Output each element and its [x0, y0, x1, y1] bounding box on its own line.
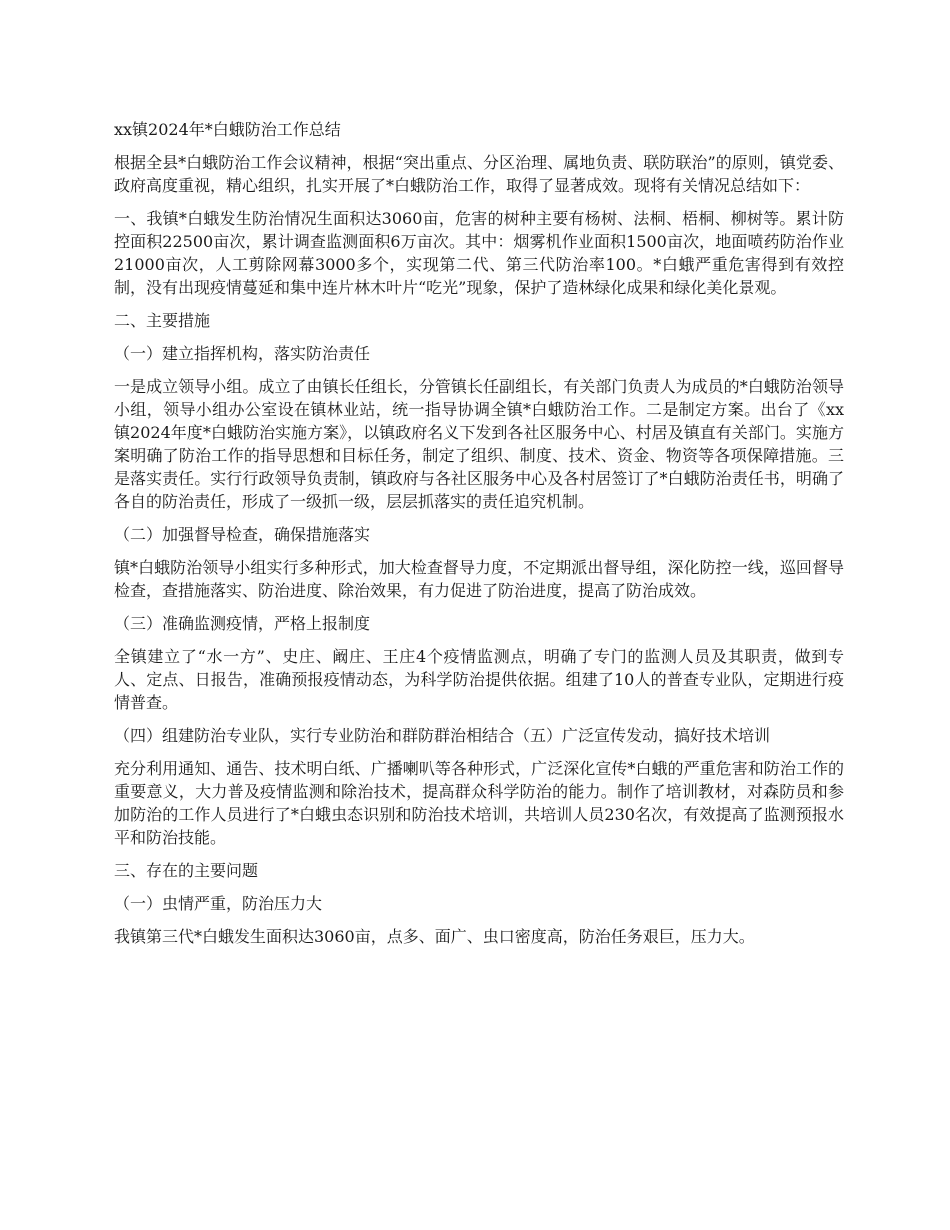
document-page — [114, 118, 844, 958]
problem-1-heading: （一）虫情严重，防治压力大 — [114, 894, 323, 913]
subsection-1-paragraph: 一是成立领导小组。成立了由镇长任组长，分管镇长任副组长，有关部门负责人为成员的*白蛾防治领导小组，领导小组办公室设在镇林业站，统一指导协调全镇*白蛾防治工作。二是制定方案。出台了《xx镇2024年度*白蛾防治实施方案》，以镇政府名义下发到各社区服务中心、村居及镇直有关部门。实施方案明确了防治工作的指导思想和目标任务，制定了组织、制度、技术、资金、物资等各项保障措施。三是落实责任。实行行政领导负责制，镇政府与各社区服务中心及各村居签订了*白蛾防治责任书，明确了各自的防治责任，形成了一级抓一级，层层抓落实的责任追究机制。 — [114, 377, 844, 511]
document-title: xx镇2024年*白蛾防治工作总结 — [114, 120, 341, 139]
problem-1-paragraph: 我镇第三代*白蛾发生面积达3060亩，点多、面广、虫口密度高，防治任务艰巨，压力大。 — [114, 927, 755, 946]
section-2-heading: 二、主要措施 — [114, 311, 211, 330]
subsection-3-heading: （三）准确监测疫情，严格上报制度 — [114, 614, 371, 633]
subsection-1-heading: （一）建立指挥机构，落实防治责任 — [114, 344, 371, 363]
subsection-5-paragraph: 充分利用通知、通告、技术明白纸、广播喇叭等各种形式，广泛深化宣传*白蛾的严重危害和防治工作的重要意义，大力普及疫情监测和除治技术，提高群众科学防治的能力。制作了培训教材，对森防员和参加防治的工作人员进行了*白蛾虫态识别和防治技术培训，共培训人员230名次，有效提高了监测预报水平和防治技能。 — [114, 759, 844, 847]
section-3-heading: 三、存在的主要问题 — [114, 861, 259, 880]
subsection-3-paragraph: 全镇建立了“水一方”、史庄、阚庄、王庄4个疫情监测点，明确了专门的监测人员及其职责，做到专人、定点、日报告，准确预报疫情动态，为科学防治提供依据。组建了10人的普查专业队，定期进行疫情普查。 — [114, 647, 844, 712]
subsection-2-heading: （二）加强督导检查，确保措施落实 — [114, 525, 371, 544]
subsection-2-paragraph: 镇*白蛾防治领导小组实行多种形式，加大检查督导力度，不定期派出督导组，深化防控一线，巡回督导检查，查措施落实、防治进度、除治效果，有力促进了防治进度，提高了防治成效。 — [114, 558, 844, 600]
intro-paragraph: 根据全县*白蛾防治工作会议精神，根据“突出重点、分区治理、属地负责、联防联治”的原则，镇党委、政府高度重视，精心组织，扎实开展了*白蛾防治工作，取得了显著成效。现将有关情况总结如下： — [114, 153, 844, 195]
subsection-4-5-heading: （四）组建防治专业队，实行专业防治和群防群治相结合（五）广泛宣传发动，搞好技术培训 — [114, 726, 771, 745]
section-1-paragraph: 一、我镇*白蛾发生防治情况生面积达3060亩，危害的树种主要有杨树、法桐、梧桐、柳树等。累计防控面积22500亩次，累计调查监测面积6万亩次。其中：烟雾机作业面积1500亩次，地面喷药防治作业21000亩次，人工剪除网幕3000多个，实现第二代、第三代防治率100。*白蛾严重危害得到有效控制，没有出现疫情蔓延和集中连片林木叶片“吃光”现象，保护了造林绿化成果和绿化美化景观。 — [114, 209, 844, 297]
